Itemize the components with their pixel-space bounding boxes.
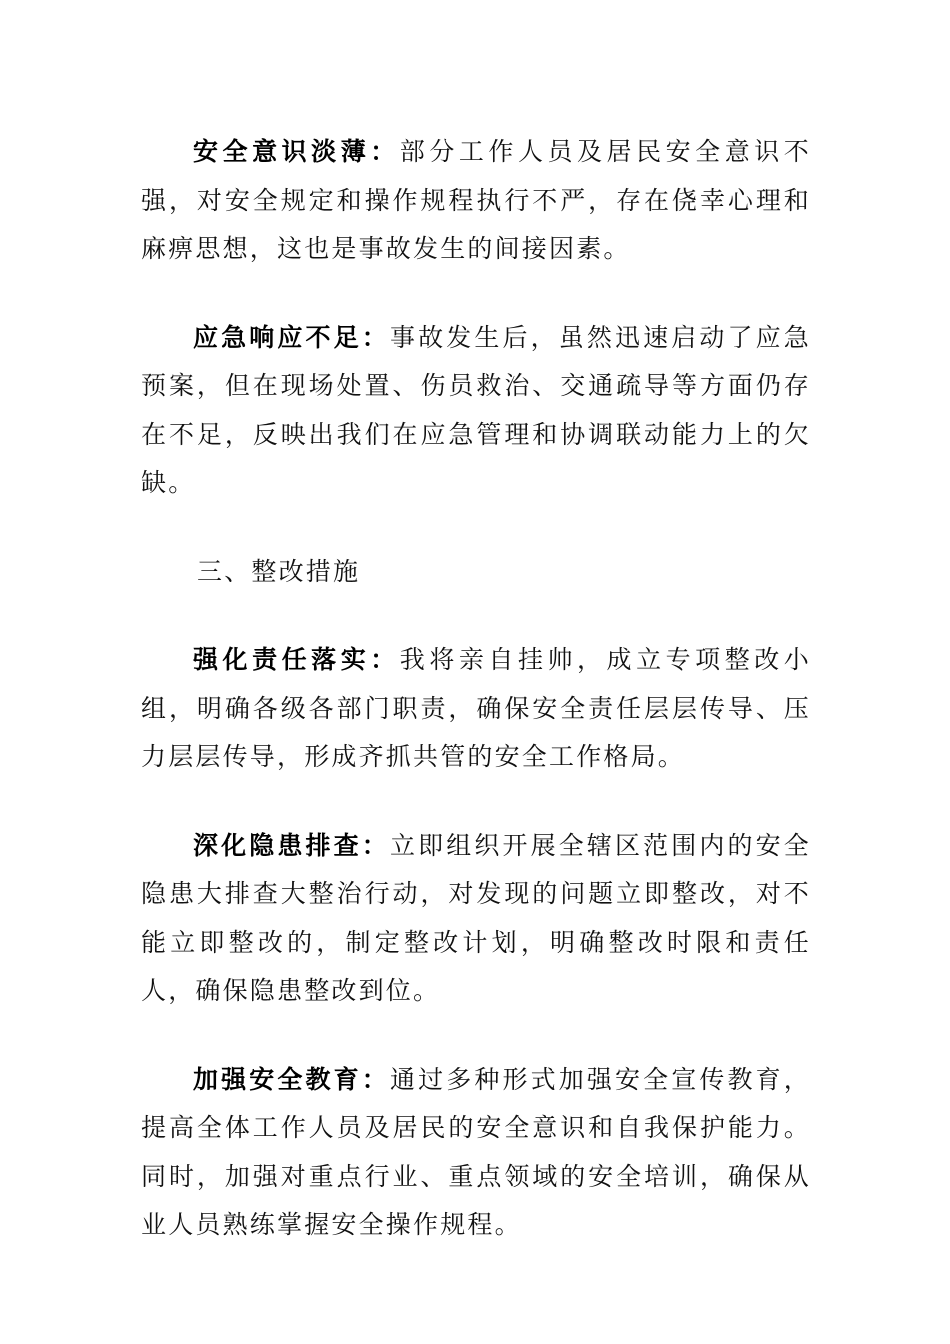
paragraph-lead: 深化隐患排查： [193, 830, 390, 860]
paragraph-emergency-response [141, 314, 811, 508]
section-heading: 三、整改措施 [197, 556, 361, 586]
paragraph-hazard-inspection [141, 822, 811, 1016]
paragraph-lead: 安全意识淡薄： [193, 137, 400, 166]
document-body [141, 128, 811, 1290]
paragraph-lead: 加强安全教育： [193, 1064, 390, 1094]
paragraph-safety-awareness [141, 128, 811, 274]
paragraph-text: 事故发生后，虽然迅速启动了应急预案，但在现场处置、伤员救治、交通疏导等方面仍存在不足，反映出我们在应急管理和协调联动能力上的欠缺。 [141, 322, 811, 497]
paragraph-text: 部分工作人员及居民安全意识不强，对安全规定和操作规程执行不严，存在侥幸心理和麻痹思想，这也是事故发生的间接因素。 [141, 137, 811, 263]
paragraph-responsibility [141, 636, 811, 782]
paragraph-text: 立即组织开展全辖区范围内的安全隐患大排查大整治行动，对发现的问题立即整改，对不能立即整改的，制定整改计划，明确整改时限和责任人，确保隐患整改到位。 [141, 830, 811, 1005]
paragraph-text: 通过多种形式加强安全宣传教育，提高全体工作人员及居民的安全意识和自我保护能力。同时，加强对重点行业、重点领域的安全培训，确保从业人员熟练掌握安全操作规程。 [141, 1064, 811, 1239]
paragraph-text: 我将亲自挂帅，成立专项整改小组，明确各级各部门职责，确保安全责任层层传导、压力层层传导，形成齐抓共管的安全工作格局。 [141, 645, 811, 771]
paragraph-lead: 强化责任落实： [193, 645, 400, 674]
paragraph-lead: 应急响应不足： [193, 322, 390, 352]
paragraph-safety-education [141, 1056, 811, 1250]
